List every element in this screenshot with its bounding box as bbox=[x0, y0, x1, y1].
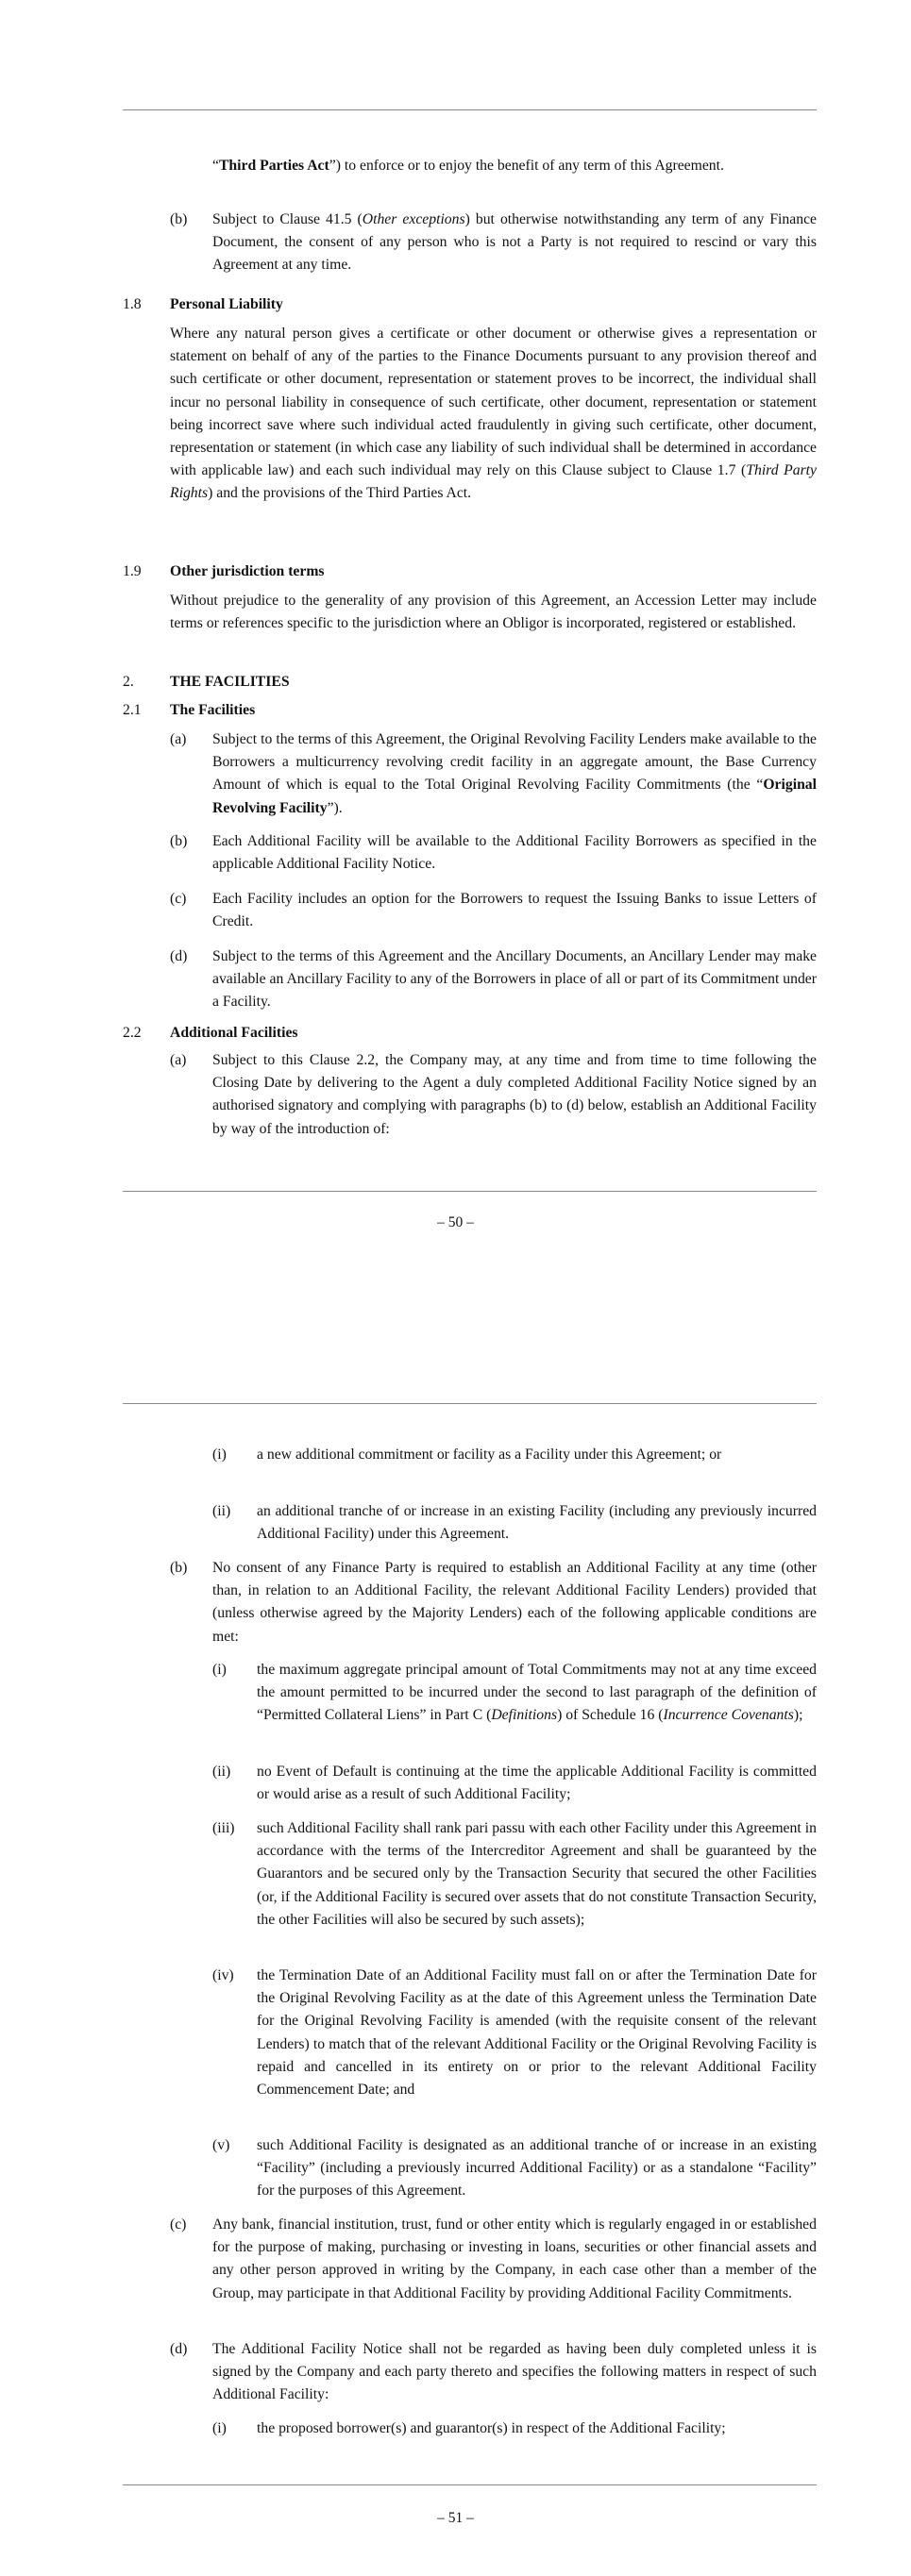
paragraph-2-2-a: Subject to this Clause 2.2, the Company may, at any time and from time to time following the Closing Date by delivering to the Agent a duly completed Additional Facility Notice signed by an authorised signatory and complying with paragraphs (b) to (d) below, establish an Additional Facility by way of the introduction of: bbox=[212, 1052, 817, 1137]
clause-heading: Other jurisdiction terms bbox=[170, 563, 325, 579]
clause-heading: Additional Facilities bbox=[170, 1025, 298, 1041]
item-label: (iv) bbox=[212, 1967, 234, 1983]
item-label: (b) bbox=[170, 211, 188, 227]
page-number: – 51 – bbox=[437, 2510, 474, 2526]
paragraph-2-1-a: Subject to the terms of this Agreement, the Original Revolving Facility Lenders make available to the Borrowers a multicurrency revolving credit facility in an aggregate amount, the Base Currency Amount of which is equal to the Total Original Revolving Facility Commitments (the “Original Revolving Facility”). bbox=[212, 731, 817, 816]
page-bottom-rule bbox=[123, 2484, 817, 2485]
item-label: (c) bbox=[170, 891, 187, 907]
clause-heading: THE FACILITIES bbox=[170, 674, 290, 690]
paragraph-third-parties-act: “Third Parties Act”) to enforce or to enjoy the benefit of any term of this Agreement. bbox=[212, 158, 724, 174]
paragraph-b-ii: no Event of Default is continuing at the time the applicable Additional Facility is committed or would arise as a result of such Additional Facility; bbox=[257, 1764, 817, 1803]
item-label: (b) bbox=[170, 1560, 188, 1576]
paragraph-2-1-d: Subject to the terms of this Agreement and the Ancillary Documents, an Ancillary Lender may make available an Ancillary Facility to any of the Borrowers in place of all or part of its Commitment under a Facility. bbox=[212, 948, 817, 1011]
paragraph-b: No consent of any Finance Party is required to establish an Additional Facility at any time (other than, in relation to an Additional Facility, the relevant Additional Facility Lenders) provided that (unless otherwise agreed by the Majority Lenders) each of the following applicable conditions are met: bbox=[212, 1560, 817, 1645]
item-label: (c) bbox=[170, 2216, 187, 2233]
paragraph-b-iv: the Termination Date of an Additional Facility must fall on or after the Termination Date for the Original Revolving Facility as at the date of this Agreement unless the Termination Date for the Original Revolving Facility is amended (with the requisite consent of the relevant Lenders) to match that of the relevant Additional Facility or the Original Revolving Facility is repaid and cancelled in its entirety on or prior to the relevant Additional Facility Commencement Date; and bbox=[257, 1967, 817, 2099]
item-label: (d) bbox=[170, 2341, 188, 2357]
paragraph-item-b: Subject to Clause 41.5 (Other exceptions) but otherwise notwithstanding any term of any Finance Document, the consent of any person who is not a Party is not required to rescind or vary this Agreement at any time. bbox=[212, 211, 817, 274]
clause-number: 2. bbox=[123, 674, 134, 690]
paragraph-2-1-b: Each Additional Facility will be available to the Additional Facility Borrowers as specified in the applicable Additional Facility Notice. bbox=[212, 833, 817, 873]
item-label: (d) bbox=[170, 948, 188, 964]
clause-number: 2.2 bbox=[123, 1025, 142, 1041]
paragraph-a-ii: an additional tranche of or increase in an existing Facility (including any previously incurred Additional Facility) under this Agreement. bbox=[257, 1503, 817, 1543]
item-label: (v) bbox=[212, 2137, 230, 2153]
page-51 bbox=[0, 1255, 911, 2576]
paragraph-d: The Additional Facility Notice shall not be regarded as having been duly completed unless it is signed by the Company and each party thereto and specifies the following matters in respect of such Additional Facility: bbox=[212, 2341, 817, 2403]
paragraph-personal-liability: Where any natural person gives a certificate or other document or otherwise gives a representation or statement on behalf of any of the parties to the Finance Documents pursuant to any provision thereof and such certificate or other document, representation or statement proves to be incorrect, the individual shall incur no personal liability in consequence of such certificate, other document, representation or statement being incorrect save where such individual acted fraudulently in giving such certificate, other document, representation or statement (in which case any liability of such individual shall be determined in accordance with applicable law) and each such individual may rely on this Clause subject to Clause 1.7 (Third Party Rights) and the provisions of the Third Parties Act. bbox=[170, 326, 817, 502]
item-label: (a) bbox=[170, 1052, 187, 1068]
paragraph-d-i: the proposed borrower(s) and guarantor(s) in respect of the Additional Facility; bbox=[257, 2420, 726, 2436]
item-label: (i) bbox=[212, 1662, 227, 1678]
paragraph-2-1-c: Each Facility includes an option for the Borrowers to request the Issuing Banks to issue Letters of Credit. bbox=[212, 891, 817, 930]
item-label: (i) bbox=[212, 2420, 227, 2436]
page-50 bbox=[0, 0, 911, 1255]
paragraph-c: Any bank, financial institution, trust, fund or other entity which is regularly engaged in or established for the purpose of making, purchasing or investing in loans, securities or other financial assets and any other person approved in writing by the Company, in each case other than a member of the Group, may participate in that Additional Facility by providing Additional Facility Commitments. bbox=[212, 2216, 817, 2301]
paragraph-b-i: the maximum aggregate principal amount of Total Commitments may not at any time exceed the amount permitted to be incurred under the second to last paragraph of the definition of “Permitted Collateral Liens” in Part C (Definitions) of Schedule 16 (Incurrence Covenants); bbox=[257, 1662, 817, 1724]
clause-heading: The Facilities bbox=[170, 702, 256, 718]
item-label: (ii) bbox=[212, 1764, 231, 1780]
clause-number: 1.9 bbox=[123, 563, 142, 579]
page-number: – 50 – bbox=[437, 1214, 474, 1230]
clause-number: 2.1 bbox=[123, 702, 142, 718]
page-bottom-rule bbox=[123, 1191, 817, 1192]
paragraph-b-v: such Additional Facility is designated as an additional tranche of or increase in an existing “Facility” (including a previously incurred Additional Facility) or as a standalone “Facility” for the purposes of this Agreement. bbox=[257, 2137, 817, 2200]
item-label: (ii) bbox=[212, 1503, 231, 1519]
clause-heading: Personal Liability bbox=[170, 296, 283, 312]
item-label: (a) bbox=[170, 731, 187, 747]
page-top-rule bbox=[123, 1403, 817, 1404]
clause-number: 1.8 bbox=[123, 296, 142, 312]
item-label: (b) bbox=[170, 833, 188, 849]
paragraph-b-iii: such Additional Facility shall rank pari passu with each other Facility under this Agreement in accordance with the terms of the Intercreditor Agreement and shall be guaranteed by the Guarantors and be secured only by the Transaction Security that secured the other Facilities (or, if the Additional Facility is secured over assets that do not constitute Transaction Security, the other Facilities will also be secured by such assets); bbox=[257, 1820, 817, 1928]
page-top-rule bbox=[123, 109, 817, 110]
item-label: (iii) bbox=[212, 1820, 235, 1836]
paragraph-other-jurisdiction: Without prejudice to the generality of any provision of this Agreement, an Accession Letter may include terms or references specific to the jurisdiction where an Obligor is incorporated, registered or established. bbox=[170, 593, 817, 632]
item-label: (i) bbox=[212, 1447, 227, 1463]
paragraph-a-i: a new additional commitment or facility as a Facility under this Agreement; or bbox=[257, 1447, 722, 1463]
